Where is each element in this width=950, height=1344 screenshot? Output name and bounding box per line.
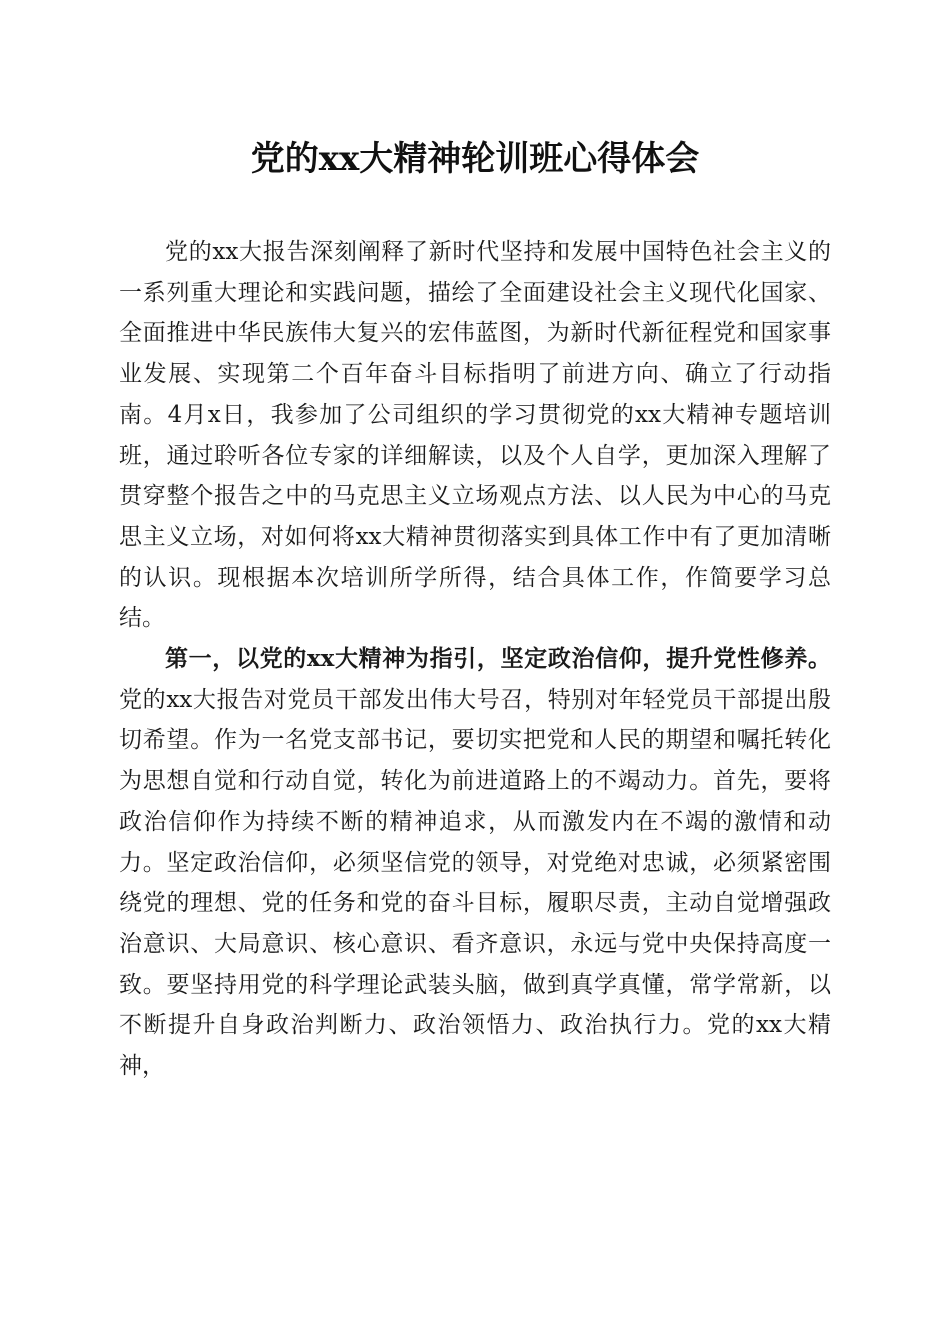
document-body [119, 232, 831, 1087]
paragraph-intro: 党的xx大报告深刻阐释了新时代坚持和发展中国特色社会主义的一系列重大理论和实践问题，描绘了全面建设社会主义现代化国家、全面推进中华民族伟大复兴的宏伟蓝图，为新时代新征程党和国家事业发展、实现第二个百年奋斗目标指明了前进方向、确立了行动指南。4月x日，我参加了公司组织的学习贯彻党的xx大精神专题培训班，通过聆听各位专家的详细解读，以及个人自学，更加深入理解了贯穿整个报告之中的马克思主义立场观点方法、以人民为中心的马克思主义立场，对如何将xx大精神贯彻落实到具体工作中有了更加清晰的认识。现根据本次培训所学所得，结合具体工作，作简要学习总结。 [119, 239, 831, 632]
paragraph-first-point [119, 639, 831, 1087]
paragraph-lead-heading: 第一，以党的xx大精神为指引，坚定政治信仰，提升党性修养。 [165, 645, 831, 673]
document-title: 党的xx大精神轮训班心得体会 [250, 139, 700, 179]
paragraph-body-text: 党的xx大报告对党员干部发出伟大号召，特别对年轻党员干部提出殷切希望。作为一名党支部书记，要切实把党和人民的期望和嘱托转化为思想自觉和行动自觉，转化为前进道路上的不竭动力。首先，要将政治信仰作为持续不断的精神追求，从而激发内在不竭的激情和动力。坚定政治信仰，必须坚信党的领导，对党绝对忠诚，必须紧密围绕党的理想、党的任务和党的奋斗目标，履职尽责，主动自觉增强政治意识、大局意识、核心意识、看齐意识，永远与党中央保持高度一致。要坚持用党的科学理论武装头脑，做到真学真懂，常学常新，以不断提升自身政治判断力、政治领悟力、政治执行力。党的xx大精神， [119, 686, 831, 1080]
